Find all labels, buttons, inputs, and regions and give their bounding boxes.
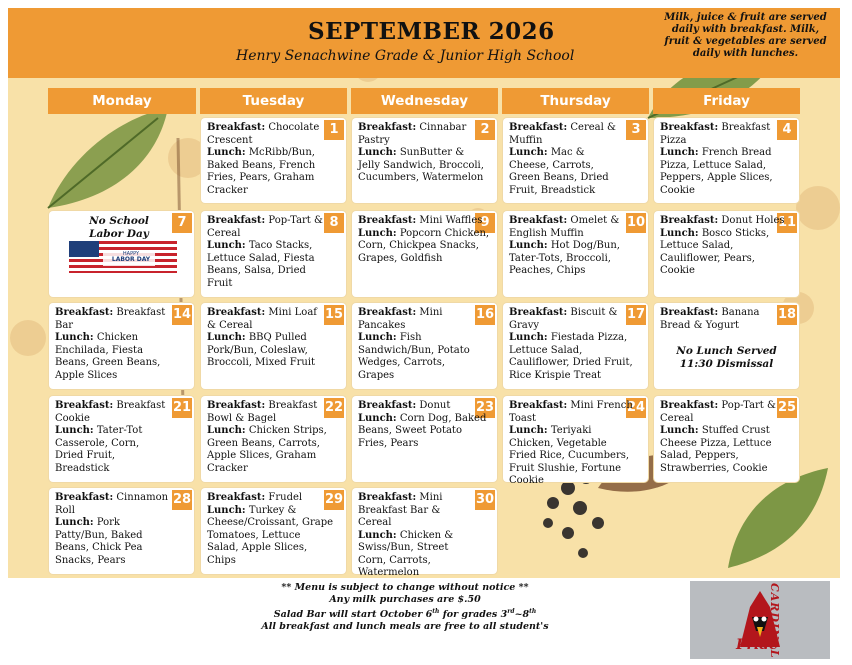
day-header-wednesday: Wednesday (351, 88, 498, 114)
date-badge: 14 (172, 305, 192, 325)
meal-text: Breakfast: Mini Pancakes Lunch: Fish Sandwich/Bun, Potato Wedges, Carrots, Grapes (358, 307, 470, 381)
meal-text: Breakfast: Frudel Lunch: Turkey & Cheese/Croissant, Grape Tomatoes, Lettuce Salad, Apple Slices, Chips (207, 492, 334, 566)
meal-text: Breakfast: Mini French Toast Lunch: Teriyaki Chicken, Vegetable Fried Rice, Cucumbers, Fruit Slushie, Fortune Cookie (509, 400, 633, 486)
date-badge: 21 (172, 398, 192, 418)
no-lunch-note-line: 11:30 Dismissal (679, 358, 774, 370)
day-cell (654, 211, 799, 297)
header-banner (8, 8, 840, 78)
day-header-tuesday: Tuesday (200, 88, 347, 114)
day-cell (352, 303, 497, 389)
meal-text: Breakfast: Donut Holes Lunch: Bosco Sticks, Lettuce Salad, Cauliflower, Pears, Cookie (660, 215, 785, 276)
day-cell (49, 488, 194, 574)
date-badge: 17 (626, 305, 646, 325)
logo-word-pride: Pride (736, 637, 778, 653)
day-header-monday: Monday (48, 88, 196, 114)
date-badge: 1 (324, 120, 344, 140)
date-badge: 15 (324, 305, 344, 325)
page-title: SEPTEMBER 2026 (308, 18, 555, 45)
day-cell (352, 211, 497, 297)
footer-line: ** Menu is subject to change without notice ** (281, 582, 529, 593)
day-cell (201, 303, 346, 389)
serving-note-line: daily with breakfast. Milk, (671, 24, 820, 35)
cardinal-pride-logo (690, 581, 830, 659)
no-lunch-note (664, 345, 789, 371)
footer-line: Any milk purchases are $.50 (329, 594, 481, 605)
day-cell (654, 303, 799, 389)
day-cell (49, 303, 194, 389)
school-name: Henry Senachwine Grade & Junior High School (236, 48, 575, 64)
logo-word-cardinal: CARDINAL (768, 583, 781, 659)
day-header-friday: Friday (653, 88, 800, 114)
meal-text: Breakfast: Cinnabar Pastry Lunch: SunButter & Jelly Sandwich, Broccoli, Cucumbers, Watermelon (358, 122, 484, 183)
date-badge: 10 (626, 213, 646, 233)
date-badge: 4 (777, 120, 797, 140)
date-badge: 29 (324, 490, 344, 510)
date-badge: 7 (172, 213, 192, 233)
meal-text: Breakfast: Mini Loaf & Cereal Lunch: BBQ Pulled Pork/Bun, Coleslaw, Broccoli, Mixed Fruit (207, 307, 317, 368)
meal-text: Breakfast: Pop-Tart & Cereal Lunch: Taco Stacks, Lettuce Salad, Fiesta Beans, Salsa, Dried Fruit (207, 215, 323, 289)
day-cell (503, 118, 648, 203)
serving-note-line: daily with lunches. (692, 48, 799, 59)
serving-note (658, 12, 833, 60)
day-cell (352, 488, 497, 578)
flag-caption-line: HAPPY (122, 251, 140, 257)
date-badge: 28 (172, 490, 192, 510)
date-badge: 18 (777, 305, 797, 325)
date-badge: 25 (777, 398, 797, 418)
day-cell (503, 303, 648, 389)
date-badge: 11 (777, 213, 797, 233)
date-badge: 2 (475, 120, 495, 140)
meal-text: Breakfast: Biscuit & Gravy Lunch: Fiestada Pizza, Lettuce Salad, Cauliflower, Dried Fruit, Rice Krispie Treat (509, 307, 633, 381)
day-cell (49, 396, 194, 482)
footer-line: All breakfast and lunch meals are free to all student's (261, 621, 549, 633)
meal-text: Breakfast: Banana Bread & Yogurt (660, 307, 760, 331)
meal-text: Breakfast: Breakfast Pizza Lunch: French Bread Pizza, Lettuce Salad, Peppers, Apple Slices, Cookie (660, 122, 773, 196)
meal-text: Breakfast: Cinnamon Roll Lunch: Pork Patty/Bun, Baked Beans, Chick Pea Snacks, Pears (55, 492, 169, 566)
holiday-note-line: Labor Day (89, 228, 149, 240)
meal-text: Breakfast: Breakfast Bar Lunch: Chicken Enchilada, Fiesta Beans, Green Beans, Apple Slices (55, 307, 166, 381)
flag-caption-line: LABOR DAY (111, 256, 151, 263)
meal-text: Breakfast: Breakfast Cookie Lunch: Tater-Tot Casserole, Corn, Dried Fruit, Breadstick (55, 400, 166, 474)
date-badge: 9 (475, 213, 495, 233)
menu-sheet (8, 8, 840, 578)
day-cell (201, 396, 346, 482)
day-cell (654, 396, 799, 482)
meal-text: Breakfast: Chocolate Crescent Lunch: McRibb/Bun, Baked Beans, French Fries, Pears, Graham Cracker (207, 122, 320, 196)
day-cell (503, 396, 648, 486)
meal-text: Breakfast: Mini Waffles Lunch: Popcorn Chicken, Corn, Chickpea Snacks, Grapes, Goldfish (358, 215, 490, 264)
day-cell (201, 118, 346, 203)
meal-text: Breakfast: Mini Breakfast Bar & Cereal Lunch: Chicken & Swiss/Bun, Street Corn, Carrots, Watermelon (358, 492, 454, 578)
day-cell (503, 211, 648, 297)
meal-text: Breakfast: Pop-Tart & Cereal Lunch: Stuffed Crust Cheese Pizza, Lettuce Salad, Peppers, Strawberries, Cookie (660, 400, 776, 474)
day-cell (201, 211, 346, 297)
meal-text: Breakfast: Cereal & Muffin Lunch: Mac & Cheese, Carrots, Green Beans, Dried Fruit, Breadstick (509, 122, 616, 196)
footer-line: Salad Bar will start October 6th for grades 3rd~8th (273, 608, 537, 621)
date-badge: 22 (324, 398, 344, 418)
flag-caption (105, 251, 157, 263)
meal-text: Breakfast: Omelet & English Muffin Lunch: Hot Dog/Bun, Tater-Tots, Broccoli, Peaches, Chips (509, 215, 620, 276)
serving-note-line: fruit & vegetables are served (664, 36, 827, 47)
meal-text: Breakfast: Donut Lunch: Corn Dog, Baked Beans, Sweet Potato Fries, Pears (358, 400, 487, 449)
date-badge: 3 (626, 120, 646, 140)
date-badge: 23 (475, 398, 495, 418)
no-lunch-note-line: No Lunch Served (676, 345, 777, 357)
holiday-note-line: No School (89, 215, 149, 227)
holiday-note (69, 215, 169, 241)
day-cell (352, 396, 497, 482)
day-header-thursday: Thursday (502, 88, 649, 114)
serving-note-line: Milk, juice & fruit are served (664, 12, 827, 23)
day-cell (201, 488, 346, 574)
day-cell (352, 118, 497, 203)
day-cell-holiday (49, 211, 194, 297)
date-badge: 8 (324, 213, 344, 233)
date-badge: 30 (475, 490, 495, 510)
day-cell (654, 118, 799, 203)
date-badge: 24 (626, 398, 646, 418)
meal-text: Breakfast: Breakfast Bowl & Bagel Lunch: Chicken Strips, Green Beans, Carrots, Apple Slices, Graham Cracker (207, 400, 327, 474)
footer-notes (240, 582, 570, 633)
date-badge: 16 (475, 305, 495, 325)
